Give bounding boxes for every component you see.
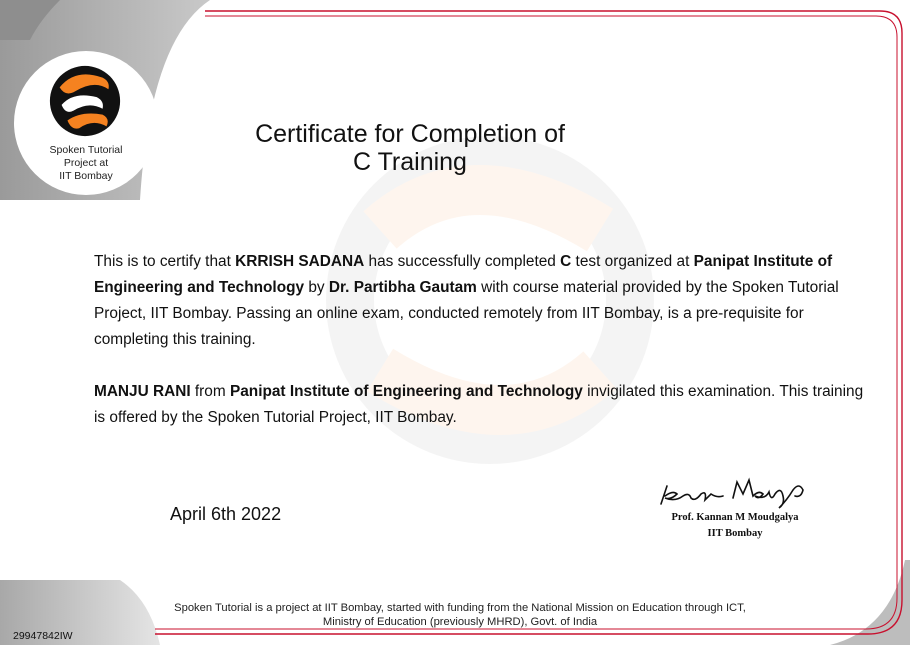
issue-date: April 6th 2022: [170, 504, 282, 524]
signatory-organization: IIT Bombay: [707, 528, 763, 539]
logo-caption-line: IIT Bombay: [59, 170, 113, 182]
statement-text: has successfully completed: [364, 253, 561, 270]
invigilator-name: MANJU RANI: [94, 383, 191, 400]
coordinator-name: Dr. Partibha Gautam: [328, 279, 477, 296]
statement-text: by: [304, 279, 329, 296]
spoken-tutorial-logo: [16, 48, 156, 194]
statement-text: invigilated this examination. This training is offered by the Spoken Tutorial Project, IIT Bombay.: [94, 383, 864, 426]
logo-caption-line: Spoken Tutorial: [49, 144, 123, 156]
logo-caption-line: Project at: [63, 157, 109, 169]
institute-name: Panipat Institute of Engineering and Technology: [94, 253, 833, 296]
title-line-1: Certificate for Completion of: [255, 120, 565, 148]
spoken-tutorial-logo-mark: [46, 62, 124, 140]
title-line-2: C Training: [353, 148, 467, 176]
certificate-title: [180, 120, 640, 176]
statement-text: from: [190, 383, 230, 400]
statement-text: with course material provided by the Spoken Tutorial Project, IIT Bombay. Passing an online exam, conducted remotely from IIT Bombay, is a pre-requisite for completing this training.: [94, 279, 839, 348]
signatory-name: Prof. Kannan M Moudgalya: [671, 512, 799, 523]
course-name: C: [560, 253, 572, 270]
institute-name: Panipat Institute of Engineering and Technology: [229, 383, 583, 400]
bottom-right-corner: [830, 560, 910, 645]
serial-number: 29947842IW: [13, 630, 73, 642]
participant-name: KRRISH SADANA: [235, 253, 365, 270]
certification-statement: [94, 249, 864, 353]
footer-line-1: Spoken Tutorial is a project at IIT Bombay, started with funding from the National Mission on Education through ICT,: [174, 602, 746, 614]
statement-text: test organized at: [571, 253, 694, 270]
handwritten-signature: [655, 472, 815, 512]
certificate-footer: [130, 601, 790, 629]
logo-caption: [16, 144, 156, 183]
statement-text: This is to certify that: [94, 253, 236, 270]
footer-line-2: Ministry of Education (previously MHRD), Govt. of India: [322, 616, 598, 628]
invigilation-statement: [94, 379, 864, 431]
